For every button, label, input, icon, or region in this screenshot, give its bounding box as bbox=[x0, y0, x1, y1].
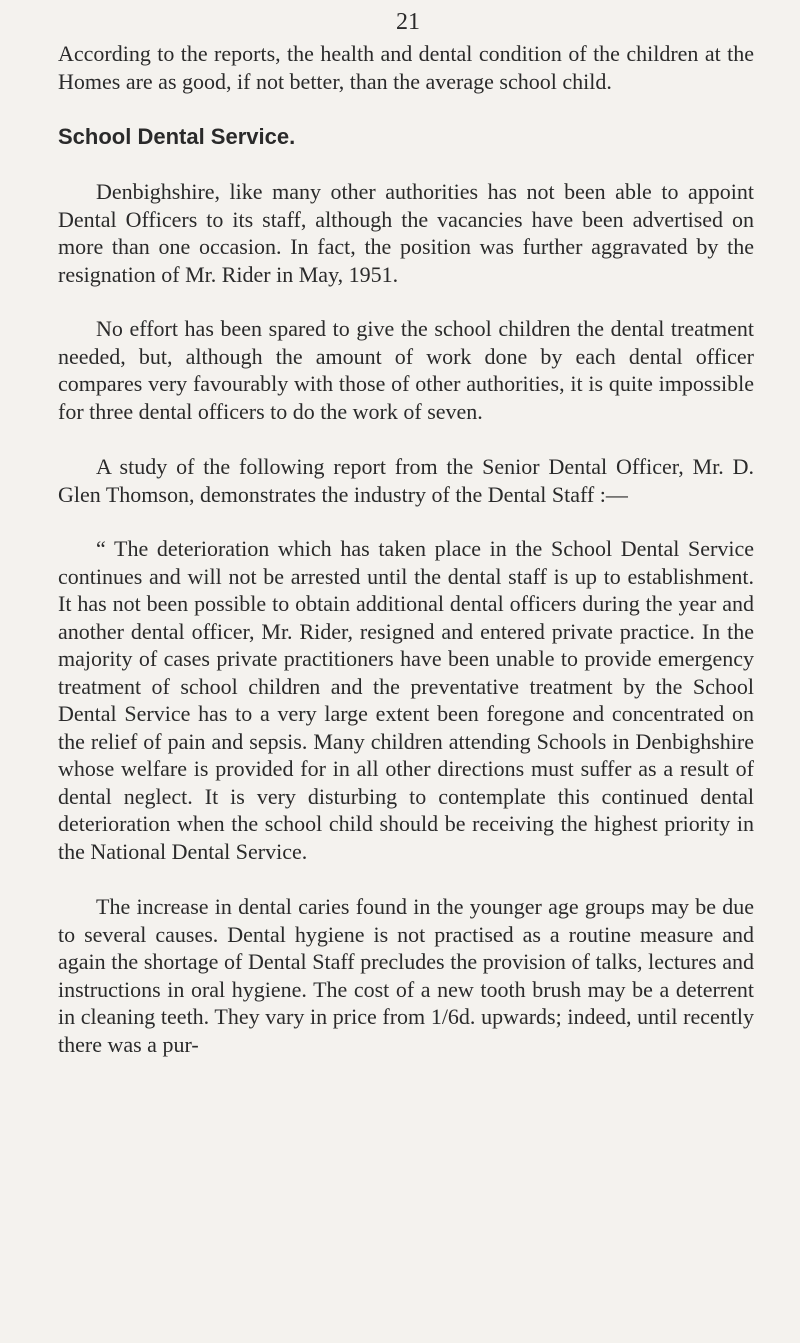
spacer bbox=[58, 151, 754, 178]
paragraph-dental-caries: The increase in dental caries found in the younger age groups may be due to several causes. Dental hygiene is not practised as a routine measure and again the shortage of Dental Staff precludes the provision of talks, lectures and instructions in oral hygiene. The cost of a new tooth brush may be a deterrent in cleaning teeth. They vary in price from 1/6d. upwards; indeed, until recently there was a pur- bbox=[58, 894, 754, 1057]
paragraph-denbighshire: Denbighshire, like many other authorities has not been able to appoint Dental Officers to its staff, although the vacancies have been advertised on more than one occasion. In fact, the position was further aggravated by the resignation of Mr. Rider in May, 1951. bbox=[58, 179, 754, 287]
paragraph-deterioration-quote: “ The deterioration which has taken place in the School Dental Service continues and will not be arrested until the dental staff is up to establishment. It has not been possible to obtain additional dental officers during the year and another dental officer, Mr. Rider, resigned and entered private practice. In the majority of cases private practitioners have been unable to provide emergency treatment of school children and the preventative treatment by the School Dental Service has to a very large extent been foregone and concentrated on the relief of pain and sepsis. Many children attending Schools in Denbighshire whose welfare is provided for in all other directions must suffer as a result of dental neglect. It is very disturbing to contemplate this continued dental deterioration when the school child should be receiving the highest priority in the National Dental Service. bbox=[58, 536, 754, 864]
spacer bbox=[58, 288, 754, 315]
paragraph-homes-health: According to the reports, the health and dental condition of the children at the Homes are as good, if not better, than the average school child. bbox=[58, 41, 754, 94]
page-number: 21 bbox=[396, 9, 420, 35]
spacer bbox=[58, 425, 754, 453]
spacer bbox=[58, 95, 754, 123]
paragraph-no-effort: No effort has been spared to give the school children the dental treatment needed, but, although the amount of work done by each dental officer compares very favourably with those of other authorities, it is quite impossible for three dental officers to do the work of seven. bbox=[58, 316, 754, 424]
paragraph-study-report: A study of the following report from the Senior Dental Officer, Mr. D. Glen Thomson, demonstrates the industry of the Dental Staff :— bbox=[58, 454, 754, 507]
spacer bbox=[58, 865, 754, 893]
section-heading: School Dental Service. bbox=[58, 124, 296, 149]
spacer bbox=[58, 508, 754, 535]
